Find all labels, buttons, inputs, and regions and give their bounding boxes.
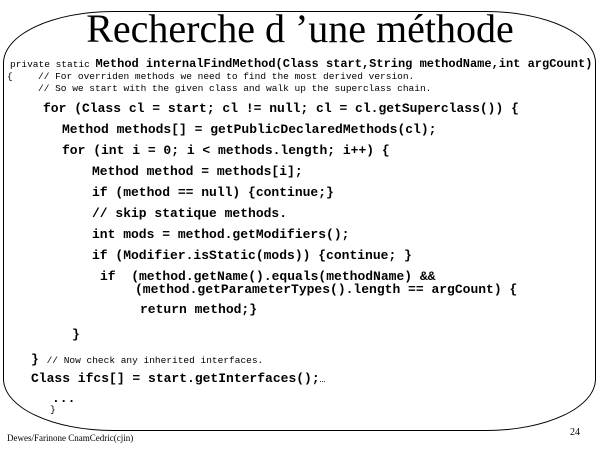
code-close-brace: } [31, 352, 47, 367]
slide-title: Recherche d ’une méthode [86, 6, 514, 51]
code-comment-skip-static: // skip statique methods. [92, 206, 288, 221]
code-modifiers: private static [10, 59, 96, 70]
code-line-if-static: if (Modifier.isStatic(mods)) {continue; } [92, 248, 412, 263]
code-line-method-i: Method method = methods[i]; [92, 164, 303, 179]
footer-credit: Dewes/Farinone CnamCedric(cjin) [7, 433, 134, 443]
code-line-if-name-equals: if (method.getName().equals(methodName) && [100, 269, 436, 284]
code-line-if-null: if (method == null) {continue;} [92, 185, 334, 200]
code-line-for-int: for (int i = 0; i < methods.length; i++) { [62, 143, 390, 158]
code-ellipsis: … [319, 374, 326, 385]
code-comment-overriden: // For overriden methods we need to find the most derived version. [38, 71, 415, 82]
code-line-return-method: return method;} [140, 302, 258, 317]
code-line-close-brace-inner: } [72, 327, 80, 342]
code-line-close-brace-comment [31, 350, 263, 368]
code-line-param-types: (method.getParameterTypes().length == argCount) { [135, 282, 518, 297]
code-line-get-interfaces [31, 369, 325, 387]
code-method-signature: Method internalFindMethod(Class start,String methodName,int argCount) [95, 57, 593, 71]
code-line-for-class: for (Class cl = start; cl != null; cl = cl.getSuperclass()) { [43, 101, 519, 116]
code-line-signature [10, 54, 592, 72]
code-line-get-modifiers: int mods = method.getModifiers(); [92, 227, 350, 242]
code-get-interfaces: Class ifcs[] = start.getInterfaces(); [31, 371, 320, 386]
code-line-final-brace: } [50, 404, 56, 415]
code-line-dots: ... [52, 391, 76, 406]
code-comment-interfaces: // Now check any inherited interfaces. [46, 355, 264, 366]
page-number: 24 [570, 427, 580, 438]
code-line-get-methods: Method methods[] = getPublicDeclaredMethods(cl); [62, 122, 437, 137]
code-line-open-brace: { [7, 71, 13, 82]
code-comment-superclass-chain: // So we start with the given class and walk up the superclass chain. [38, 83, 432, 94]
